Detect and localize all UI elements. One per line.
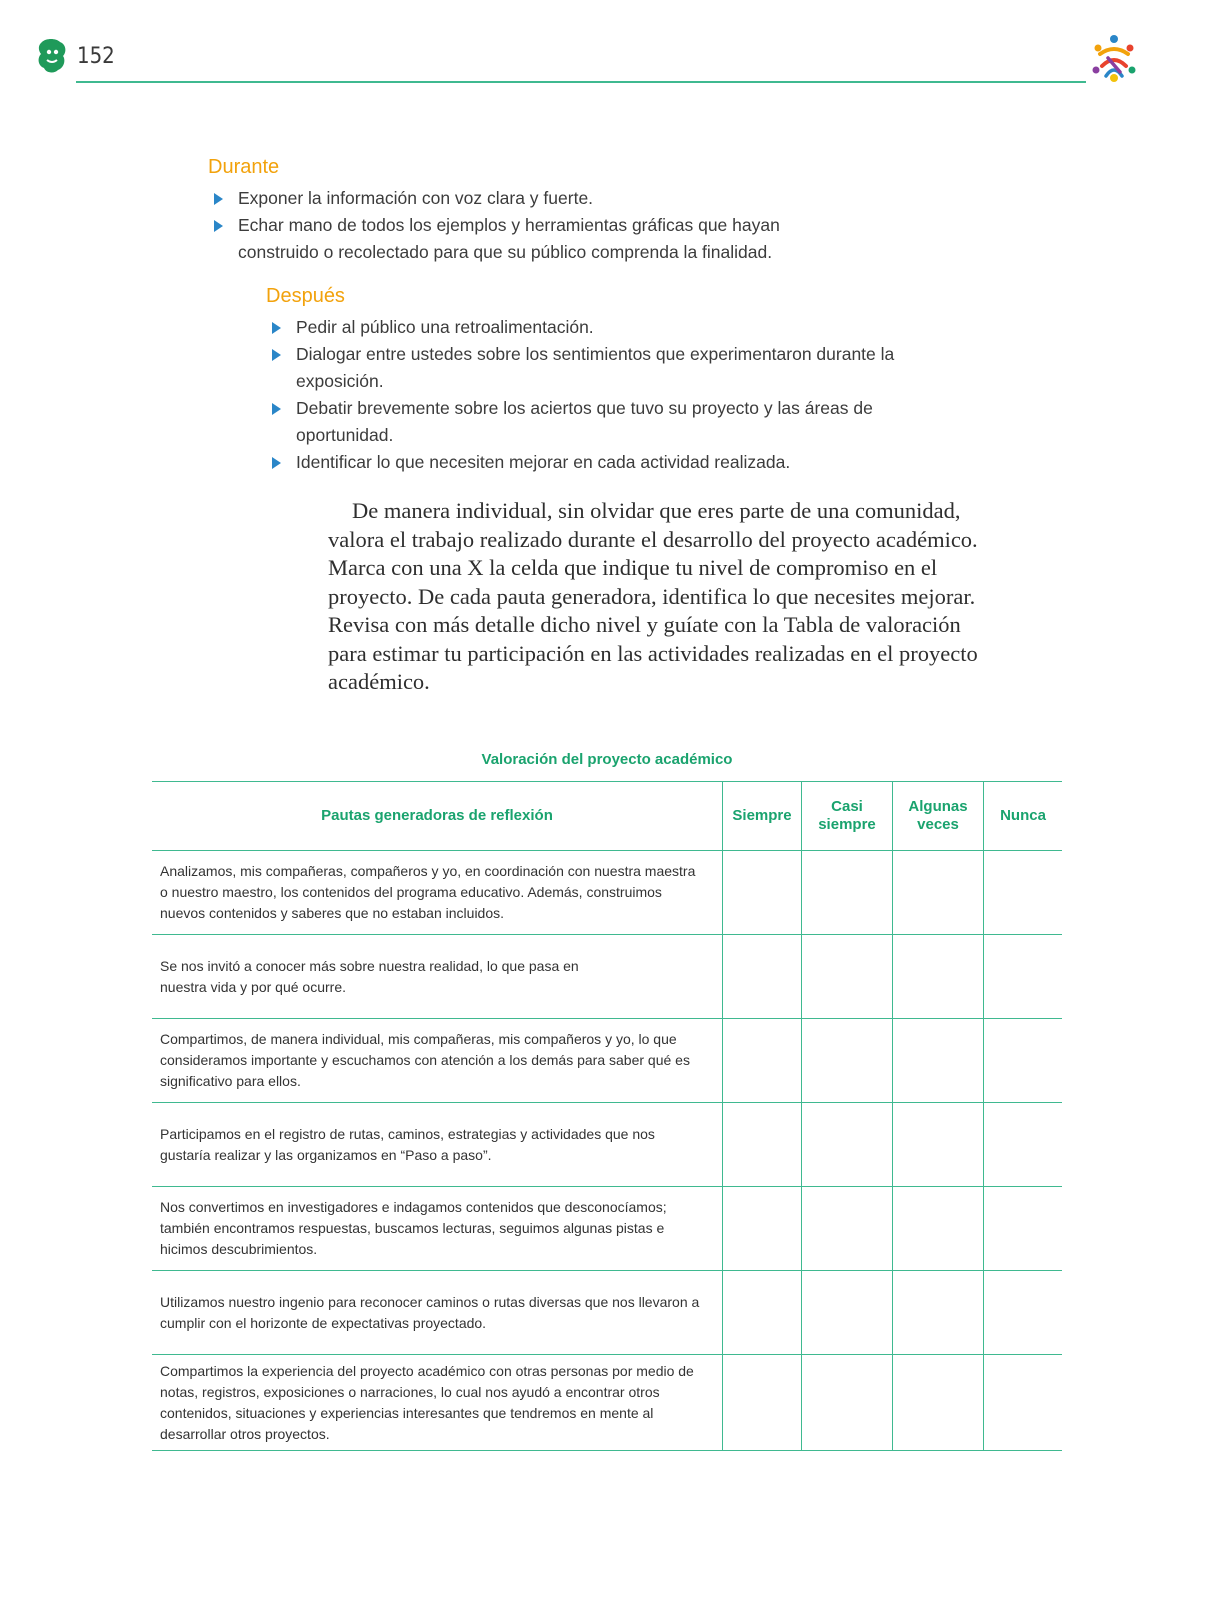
checkbox-cell-casi-siempre[interactable] — [802, 1019, 893, 1103]
list-item-text: Identificar lo que necesiten mejorar en cada actividad realizada. — [296, 452, 791, 472]
bullet-arrow-icon — [272, 322, 281, 334]
colorful-people-emblem-icon — [1086, 32, 1142, 88]
evaluation-table — [152, 781, 1062, 1451]
bullet-arrow-icon — [214, 220, 223, 232]
checkbox-cell-algunas-veces[interactable] — [893, 851, 984, 935]
table-caption: Valoración del proyecto académico — [481, 751, 733, 768]
table-row — [152, 851, 1062, 935]
checkbox-cell-algunas-veces[interactable] — [893, 1271, 984, 1355]
checkbox-cell-siempre[interactable] — [723, 851, 802, 935]
checkbox-cell-algunas-veces[interactable] — [893, 935, 984, 1019]
list-item — [266, 449, 916, 476]
checkbox-cell-casi-siempre[interactable] — [802, 1103, 893, 1187]
instructions-paragraph: De manera individual, sin olvidar que eres parte de una comunidad, valora el trabajo realizado durante el desarrollo del proyecto académico. Marca con una X la celda que indique tu nivel de compromiso en el proyecto. De cada pauta generadora, identifica lo que necesites mejorar. Revisa con más detalle dicho nivel y guíate con la Tabla de valoración para estimar tu participación en las actividades realizadas en el proyecto académico. — [328, 498, 978, 694]
durante-section — [208, 155, 848, 266]
checkbox-cell-casi-siempre[interactable] — [802, 1187, 893, 1271]
checkbox-cell-nunca[interactable] — [984, 935, 1063, 1019]
checkbox-cell-casi-siempre[interactable] — [802, 851, 893, 935]
statement-cell: Nos convertimos en investigadores e indagamos contenidos que desconocíamos; también encontramos respuestas, buscamos lecturas, seguimos algunas pistas e hicimos descubrimientos. — [152, 1187, 723, 1271]
checkbox-cell-siempre[interactable] — [723, 1187, 802, 1271]
checkbox-cell-algunas-veces[interactable] — [893, 1019, 984, 1103]
header-casi-siempre: Casi siempre — [802, 782, 893, 851]
checkbox-cell-siempre[interactable] — [723, 1271, 802, 1355]
statement-cell: Se nos invitó a conocer más sobre nuestra realidad, lo que pasa en nuestra vida y por qué ocurre. — [152, 935, 723, 1019]
header-pautas: Pautas generadoras de reflexión — [152, 782, 723, 851]
checkbox-cell-algunas-veces[interactable] — [893, 1103, 984, 1187]
checkbox-cell-casi-siempre[interactable] — [802, 1271, 893, 1355]
checkbox-cell-nunca[interactable] — [984, 1103, 1063, 1187]
checkbox-cell-nunca[interactable] — [984, 1271, 1063, 1355]
table-row — [152, 1271, 1062, 1355]
list-item-text: Pedir al público una retroalimentación. — [296, 317, 594, 337]
checkbox-cell-nunca[interactable] — [984, 851, 1063, 935]
despues-section — [266, 284, 916, 476]
list-item — [266, 314, 916, 341]
statement-cell: Utilizamos nuestro ingenio para reconocer caminos o rutas diversas que nos llevaron a cumplir con el horizonte de expectativas proyectado. — [152, 1271, 723, 1355]
header-siempre: Siempre — [723, 782, 802, 851]
green-mascot-icon — [36, 38, 68, 74]
list-item-text: Echar mano de todos los ejemplos y herramientas gráficas que hayan construido o recolectado para que su público comprenda la finalidad. — [238, 215, 780, 262]
checkbox-cell-algunas-veces[interactable] — [893, 1187, 984, 1271]
bullet-arrow-icon — [214, 193, 223, 205]
list-item-text: Dialogar entre ustedes sobre los sentimientos que experimentaron durante la exposición. — [296, 344, 895, 391]
despues-list — [266, 314, 916, 476]
list-item — [208, 185, 848, 212]
checkbox-cell-siempre[interactable] — [723, 1103, 802, 1187]
checkbox-cell-casi-siempre[interactable] — [802, 1355, 893, 1451]
statement-cell: Analizamos, mis compañeras, compañeros y yo, en coordinación con nuestra maestra o nuestro maestro, los contenidos del programa educativo. Además, construimos nuevos contenidos y saberes que no estaban incluidos. — [152, 851, 723, 935]
table-row — [152, 1103, 1062, 1187]
statement-cell: Compartimos, de manera individual, mis compañeras, mis compañeros y yo, lo que consideramos importante y escuchamos con atención a los demás para saber qué es significativo para ellos. — [152, 1019, 723, 1103]
checkbox-cell-nunca[interactable] — [984, 1355, 1063, 1451]
header-algunas-veces: Algunas veces — [893, 782, 984, 851]
list-item — [208, 212, 848, 266]
table-row — [152, 1355, 1062, 1451]
table-row — [152, 935, 1062, 1019]
durante-title: Durante — [208, 156, 280, 178]
checkbox-cell-nunca[interactable] — [984, 1187, 1063, 1271]
table-header-row — [152, 782, 1062, 851]
header-nunca: Nunca — [984, 782, 1063, 851]
list-item-text: Debatir brevemente sobre los aciertos que tuvo su proyecto y las áreas de oportunidad. — [296, 398, 873, 445]
bullet-arrow-icon — [272, 457, 281, 469]
checkbox-cell-siempre[interactable] — [723, 1355, 802, 1451]
bullet-arrow-icon — [272, 403, 281, 415]
table-row — [152, 1019, 1062, 1103]
despues-title: Después — [266, 285, 345, 307]
list-item — [266, 341, 916, 395]
header-rule — [76, 81, 1086, 83]
checkbox-cell-siempre[interactable] — [723, 1019, 802, 1103]
statement-cell: Compartimos la experiencia del proyecto académico con otras personas por medio de notas, registros, exposiciones o narraciones, lo cual nos ayudó a encontrar otros contenidos, situaciones y experiencias interesantes que tendremos en mente al desarrollar otros proyectos. — [152, 1355, 723, 1451]
list-item — [266, 395, 916, 449]
checkbox-cell-siempre[interactable] — [723, 935, 802, 1019]
checkbox-cell-algunas-veces[interactable] — [893, 1355, 984, 1451]
list-item-text: Exponer la información con voz clara y fuerte. — [238, 188, 594, 208]
durante-list — [208, 185, 848, 266]
statement-cell: Participamos en el registro de rutas, caminos, estrategias y actividades que nos gustaría realizar y las organizamos en “Paso a paso”. — [152, 1103, 723, 1187]
checkbox-cell-nunca[interactable] — [984, 1019, 1063, 1103]
table-row — [152, 1187, 1062, 1271]
checkbox-cell-casi-siempre[interactable] — [802, 935, 893, 1019]
bullet-arrow-icon — [272, 349, 281, 361]
page-number: 152 — [77, 44, 115, 69]
